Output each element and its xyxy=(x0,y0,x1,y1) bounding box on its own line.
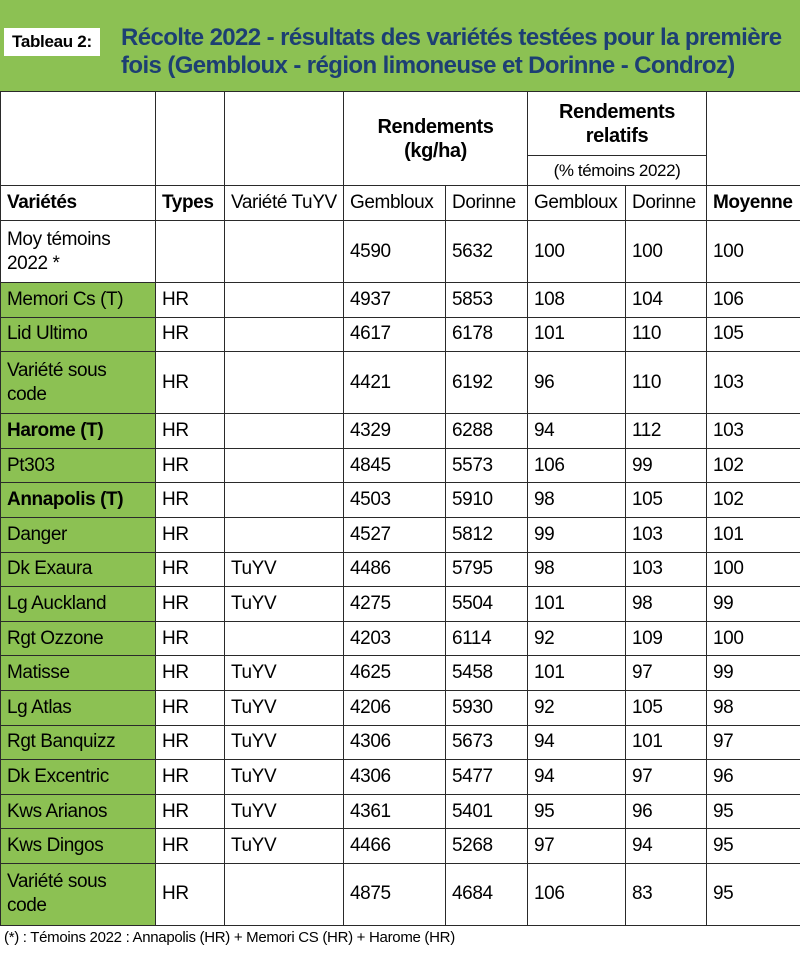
variety-name-cell xyxy=(1,794,156,829)
dorinne-cell: 4684 xyxy=(446,863,528,925)
rel-dorinne-cell: 110 xyxy=(626,317,707,352)
tuyv-cell xyxy=(225,517,344,552)
gembloux-cell: 4590 xyxy=(344,221,446,283)
variety-name-cell xyxy=(1,725,156,760)
rel-gembloux-cell: 95 xyxy=(528,794,626,829)
col-header-types: Types xyxy=(156,186,225,221)
rel-gembloux-cell: 101 xyxy=(528,317,626,352)
rel-gembloux-cell: 94 xyxy=(528,760,626,795)
rel-dorinne-cell: 97 xyxy=(626,760,707,795)
variety-name-line-1: Matisse xyxy=(7,662,70,684)
gembloux-cell: 4625 xyxy=(344,656,446,691)
type-cell: HR xyxy=(156,587,225,622)
table-row xyxy=(1,725,800,760)
variety-name-line-1: Kws Dingos xyxy=(7,835,104,857)
type-cell: HR xyxy=(156,352,225,414)
tuyv-cell: TuYV xyxy=(225,587,344,622)
tuyv-cell xyxy=(225,283,344,318)
moyenne-cell: 99 xyxy=(707,587,800,622)
rel-dorinne-cell: 103 xyxy=(626,517,707,552)
moyenne-cell: 100 xyxy=(707,221,800,283)
variety-name-cell xyxy=(1,690,156,725)
tuyv-cell: TuYV xyxy=(225,690,344,725)
table-row xyxy=(1,317,800,352)
table-row xyxy=(1,829,800,864)
table-row xyxy=(1,483,800,518)
header-rendements-line-2: (kg/ha) xyxy=(404,139,467,162)
type-cell: HR xyxy=(156,448,225,483)
dorinne-cell: 5812 xyxy=(446,517,528,552)
col-header-dorinne: Dorinne xyxy=(446,186,528,221)
table-row xyxy=(1,863,800,925)
type-cell: HR xyxy=(156,621,225,656)
dorinne-cell: 5910 xyxy=(446,483,528,518)
dorinne-cell: 5504 xyxy=(446,587,528,622)
gembloux-cell: 4527 xyxy=(344,517,446,552)
rel-dorinne-cell: 105 xyxy=(626,483,707,518)
header-relatifs-unit: (% témoins 2022) xyxy=(528,156,707,186)
tuyv-cell xyxy=(225,352,344,414)
tuyv-cell: TuYV xyxy=(225,829,344,864)
type-cell: HR xyxy=(156,760,225,795)
variety-name-cell xyxy=(1,517,156,552)
moyenne-cell: 95 xyxy=(707,829,800,864)
variety-name-line-1: Dk Exaura xyxy=(7,558,93,580)
gembloux-cell: 4617 xyxy=(344,317,446,352)
type-cell: HR xyxy=(156,317,225,352)
rel-gembloux-cell: 92 xyxy=(528,621,626,656)
header-relatifs-line-2: relatifs xyxy=(585,124,649,147)
col-header-rel-gembloux: Gembloux xyxy=(528,186,626,221)
dorinne-cell: 5458 xyxy=(446,656,528,691)
header-row-top xyxy=(1,92,800,156)
variety-name-line-1: Moy témoins xyxy=(7,228,111,250)
rel-dorinne-cell: 112 xyxy=(626,414,707,449)
dorinne-cell: 5573 xyxy=(446,448,528,483)
moyenne-cell: 100 xyxy=(707,621,800,656)
variety-name-line-1: Memori Cs (T) xyxy=(7,288,124,310)
table-header-band xyxy=(0,0,800,91)
variety-name-line-2: 2022 * xyxy=(7,252,60,274)
table-row xyxy=(1,517,800,552)
column-header-row xyxy=(1,186,800,221)
variety-name-line-1: Harome (T) xyxy=(7,419,104,441)
type-cell: HR xyxy=(156,517,225,552)
rel-dorinne-cell: 94 xyxy=(626,829,707,864)
rel-dorinne-cell: 98 xyxy=(626,587,707,622)
type-cell: HR xyxy=(156,794,225,829)
table-row xyxy=(1,690,800,725)
moyenne-cell: 105 xyxy=(707,317,800,352)
variety-name-line-1: Kws Arianos xyxy=(7,800,108,822)
variety-name-line-2: code xyxy=(7,383,47,405)
gembloux-cell: 4466 xyxy=(344,829,446,864)
variety-name-cell xyxy=(1,448,156,483)
table-row xyxy=(1,448,800,483)
rel-gembloux-cell: 92 xyxy=(528,690,626,725)
table-row xyxy=(1,552,800,587)
variety-name-line-1: Variété sous xyxy=(7,359,107,381)
rel-gembloux-cell: 94 xyxy=(528,414,626,449)
rel-dorinne-cell: 97 xyxy=(626,656,707,691)
rel-gembloux-cell: 97 xyxy=(528,829,626,864)
type-cell: HR xyxy=(156,656,225,691)
type-cell xyxy=(156,221,225,283)
table-row xyxy=(1,794,800,829)
variety-name-line-1: Pt303 xyxy=(7,454,55,476)
variety-name-line-1: Annapolis (T) xyxy=(7,489,124,511)
table-title-line-1: Récolte 2022 - résultats des variétés testées pour la première xyxy=(121,24,782,51)
col-header-varietes: Variétés xyxy=(1,186,156,221)
rel-dorinne-cell: 109 xyxy=(626,621,707,656)
rel-gembloux-cell: 106 xyxy=(528,448,626,483)
dorinne-cell: 5930 xyxy=(446,690,528,725)
variety-name-cell xyxy=(1,863,156,925)
gembloux-cell: 4206 xyxy=(344,690,446,725)
rel-dorinne-cell: 105 xyxy=(626,690,707,725)
table-row xyxy=(1,760,800,795)
tuyv-cell: TuYV xyxy=(225,552,344,587)
moyenne-cell: 102 xyxy=(707,448,800,483)
moyenne-cell: 98 xyxy=(707,690,800,725)
type-cell: HR xyxy=(156,690,225,725)
type-cell: HR xyxy=(156,414,225,449)
dorinne-cell: 6288 xyxy=(446,414,528,449)
moyenne-cell: 103 xyxy=(707,414,800,449)
tuyv-cell: TuYV xyxy=(225,725,344,760)
footnote: (*) : Témoins 2022 : Annapolis (HR) + Memori CS (HR) + Harome (HR) xyxy=(4,929,455,946)
dorinne-cell: 5673 xyxy=(446,725,528,760)
dorinne-cell: 6192 xyxy=(446,352,528,414)
tuyv-cell xyxy=(225,221,344,283)
variety-name-cell xyxy=(1,656,156,691)
table-row xyxy=(1,587,800,622)
type-cell: HR xyxy=(156,283,225,318)
gembloux-cell: 4361 xyxy=(344,794,446,829)
col-header-rel-dorinne: Dorinne xyxy=(626,186,707,221)
tuyv-cell xyxy=(225,621,344,656)
rel-gembloux-cell: 94 xyxy=(528,725,626,760)
tuyv-cell: TuYV xyxy=(225,794,344,829)
moyenne-cell: 102 xyxy=(707,483,800,518)
gembloux-cell: 4845 xyxy=(344,448,446,483)
variety-name-cell xyxy=(1,352,156,414)
rel-dorinne-cell: 83 xyxy=(626,863,707,925)
type-cell: HR xyxy=(156,829,225,864)
dorinne-cell: 6114 xyxy=(446,621,528,656)
rel-gembloux-cell: 99 xyxy=(528,517,626,552)
variety-name-cell xyxy=(1,483,156,518)
gembloux-cell: 4875 xyxy=(344,863,446,925)
gembloux-cell: 4275 xyxy=(344,587,446,622)
gembloux-cell: 4329 xyxy=(344,414,446,449)
variety-name-line-1: Lid Ultimo xyxy=(7,323,88,345)
col-header-gembloux: Gembloux xyxy=(344,186,446,221)
tuyv-cell: TuYV xyxy=(225,656,344,691)
col-header-moyenne: Moyenne xyxy=(707,186,800,221)
results-table xyxy=(0,91,800,926)
gembloux-cell: 4203 xyxy=(344,621,446,656)
variety-name-line-2: code xyxy=(7,895,47,917)
gembloux-cell: 4421 xyxy=(344,352,446,414)
rel-gembloux-cell: 106 xyxy=(528,863,626,925)
type-cell: HR xyxy=(156,725,225,760)
variety-name-cell xyxy=(1,317,156,352)
variety-name-cell xyxy=(1,621,156,656)
tuyv-cell xyxy=(225,863,344,925)
variety-name-line-1: Lg Auckland xyxy=(7,592,107,614)
type-cell: HR xyxy=(156,483,225,518)
moyenne-cell: 101 xyxy=(707,517,800,552)
tuyv-cell xyxy=(225,483,344,518)
table-row xyxy=(1,621,800,656)
gembloux-cell: 4486 xyxy=(344,552,446,587)
rel-gembloux-cell: 96 xyxy=(528,352,626,414)
variety-name-cell xyxy=(1,414,156,449)
header-rendements-line-1: Rendements xyxy=(377,115,494,138)
type-cell: HR xyxy=(156,552,225,587)
variety-name-line-1: Rgt Ozzone xyxy=(7,627,104,649)
tuyv-cell xyxy=(225,414,344,449)
rel-dorinne-cell: 104 xyxy=(626,283,707,318)
moyenne-cell: 97 xyxy=(707,725,800,760)
variety-name-line-1: Lg Atlas xyxy=(7,696,72,718)
variety-name-cell xyxy=(1,283,156,318)
variety-name-line-1: Dk Excentric xyxy=(7,765,109,787)
table-title-line-2: fois (Gembloux - région limoneuse et Dorinne - Condroz) xyxy=(121,52,735,79)
dorinne-cell: 5632 xyxy=(446,221,528,283)
header-empty-cell xyxy=(156,92,225,186)
dorinne-cell: 5853 xyxy=(446,283,528,318)
rel-dorinne-cell: 96 xyxy=(626,794,707,829)
gembloux-cell: 4503 xyxy=(344,483,446,518)
table-row xyxy=(1,283,800,318)
table-row xyxy=(1,221,800,283)
variety-name-cell xyxy=(1,760,156,795)
col-header-tuyv: Variété TuYV xyxy=(225,186,344,221)
rel-dorinne-cell: 103 xyxy=(626,552,707,587)
rel-dorinne-cell: 110 xyxy=(626,352,707,414)
gembloux-cell: 4306 xyxy=(344,760,446,795)
variety-name-line-1: Danger xyxy=(7,523,67,545)
dorinne-cell: 5268 xyxy=(446,829,528,864)
moyenne-cell: 96 xyxy=(707,760,800,795)
moyenne-cell: 99 xyxy=(707,656,800,691)
rel-gembloux-cell: 98 xyxy=(528,483,626,518)
rel-gembloux-cell: 98 xyxy=(528,552,626,587)
rel-dorinne-cell: 100 xyxy=(626,221,707,283)
rel-gembloux-cell: 108 xyxy=(528,283,626,318)
table-row xyxy=(1,352,800,414)
header-empty-cell xyxy=(707,92,800,186)
variety-name-cell xyxy=(1,587,156,622)
moyenne-cell: 103 xyxy=(707,352,800,414)
tuyv-cell: TuYV xyxy=(225,760,344,795)
dorinne-cell: 5477 xyxy=(446,760,528,795)
header-empty-cell xyxy=(1,92,156,186)
moyenne-cell: 100 xyxy=(707,552,800,587)
tuyv-cell xyxy=(225,448,344,483)
dorinne-cell: 5401 xyxy=(446,794,528,829)
gembloux-cell: 4306 xyxy=(344,725,446,760)
tuyv-cell xyxy=(225,317,344,352)
variety-name-cell xyxy=(1,552,156,587)
variety-name-line-1: Rgt Banquizz xyxy=(7,731,116,753)
table-row xyxy=(1,414,800,449)
dorinne-cell: 6178 xyxy=(446,317,528,352)
variety-name-line-1: Variété sous xyxy=(7,871,107,893)
dorinne-cell: 5795 xyxy=(446,552,528,587)
rel-gembloux-cell: 100 xyxy=(528,221,626,283)
moyenne-cell: 106 xyxy=(707,283,800,318)
rel-gembloux-cell: 101 xyxy=(528,587,626,622)
gembloux-cell: 4937 xyxy=(344,283,446,318)
rel-dorinne-cell: 101 xyxy=(626,725,707,760)
header-rendements-relatifs xyxy=(528,92,707,156)
rel-gembloux-cell: 101 xyxy=(528,656,626,691)
type-cell: HR xyxy=(156,863,225,925)
table-title xyxy=(121,24,793,80)
moyenne-cell: 95 xyxy=(707,794,800,829)
variety-name-cell xyxy=(1,221,156,283)
header-rendements xyxy=(344,92,528,186)
table-row xyxy=(1,656,800,691)
table-tag: Tableau 2: xyxy=(4,28,100,56)
header-empty-cell xyxy=(225,92,344,186)
variety-name-cell xyxy=(1,829,156,864)
moyenne-cell: 95 xyxy=(707,863,800,925)
rel-dorinne-cell: 99 xyxy=(626,448,707,483)
header-relatifs-line-1: Rendements xyxy=(558,100,676,123)
